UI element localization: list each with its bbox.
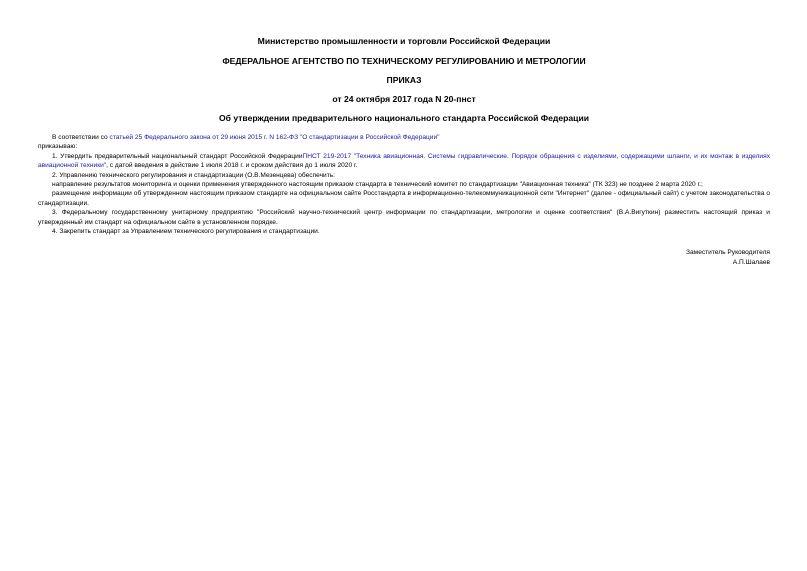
standard-link[interactable]: ПНСТ 219-2017 "Техника авиационная. Системы гидравлические. Порядок обращения с изделиями, содержащими шланги, и их монтаж в изделиях авиационной техники" (38, 152, 770, 170)
signatory-position: Заместитель Руководителя (686, 249, 770, 256)
ministry-heading: Министерство промышленности и торговли Российской Федерации (257, 36, 551, 46)
order-word: приказываю: (38, 143, 78, 151)
document-type-heading: ПРИКАЗ (386, 75, 422, 85)
item-4: 4. Закрепить стандарт за Управлением технического регулирования и стандартизации. (52, 228, 320, 236)
document-page (38, 0, 770, 571)
item-1 (38, 152, 770, 171)
document-body (38, 133, 770, 236)
item-1-text: 1. Утвердить предварительный национальный стандарт Российской Федерации (52, 152, 303, 160)
signatory-name: А.П.Шалаев (732, 259, 770, 266)
document-title: Об утверждении предварительного национального стандарта Российской Федерации (218, 113, 590, 123)
item-2-b: размещение информации об утвержденном настоящим приказом стандарте на официальном сайте Росстандарта в информационно-телекоммуникационной сети "Интернет" (далее - официальный сайт) с учетом законодательства о стандартизации. (38, 190, 770, 207)
item-1-suffix: , с датой введения в действие 1 июля 2018 г. и сроком действия до 1 июля 2020 г. (106, 162, 358, 170)
item-2-a: направление результатов мониторинга и оценки применения утвержденного настоящим приказом стандарта в технический комитет по стандартизации "Авиационная техника" (ТК 323) не позднее 2 марта 2020 г.; (52, 181, 703, 189)
law-link[interactable]: статьей 25 Федерального закона от 29 июня 2015 г. N 162-ФЗ "О стандартизации в Российской Федерации" (109, 134, 440, 141)
intro-paragraph (38, 133, 770, 142)
item-2: 2. Управлению технического регулирования и стандартизации (О.В.Мезенцева) обеспечить: (52, 171, 336, 179)
intro-text: В соответствии со (52, 134, 110, 141)
agency-heading: ФЕДЕРАЛЬНОЕ АГЕНТСТВО ПО ТЕХНИЧЕСКОМУ РЕГУЛИРОВАНИЮ И МЕТРОЛОГИИ (222, 56, 586, 66)
date-number-heading: от 24 октября 2017 года N 20-пнст (332, 94, 476, 104)
item-3: 3. Федеральному государственному унитарному предприятию "Российский научно-технический центр информации по стандартизации, метрологии и оценке соответствия" (В.А.Вигуткин) разместить настоящий приказ и утвержденный им стандарт на официальном сайте в установленном порядке. (38, 209, 770, 226)
